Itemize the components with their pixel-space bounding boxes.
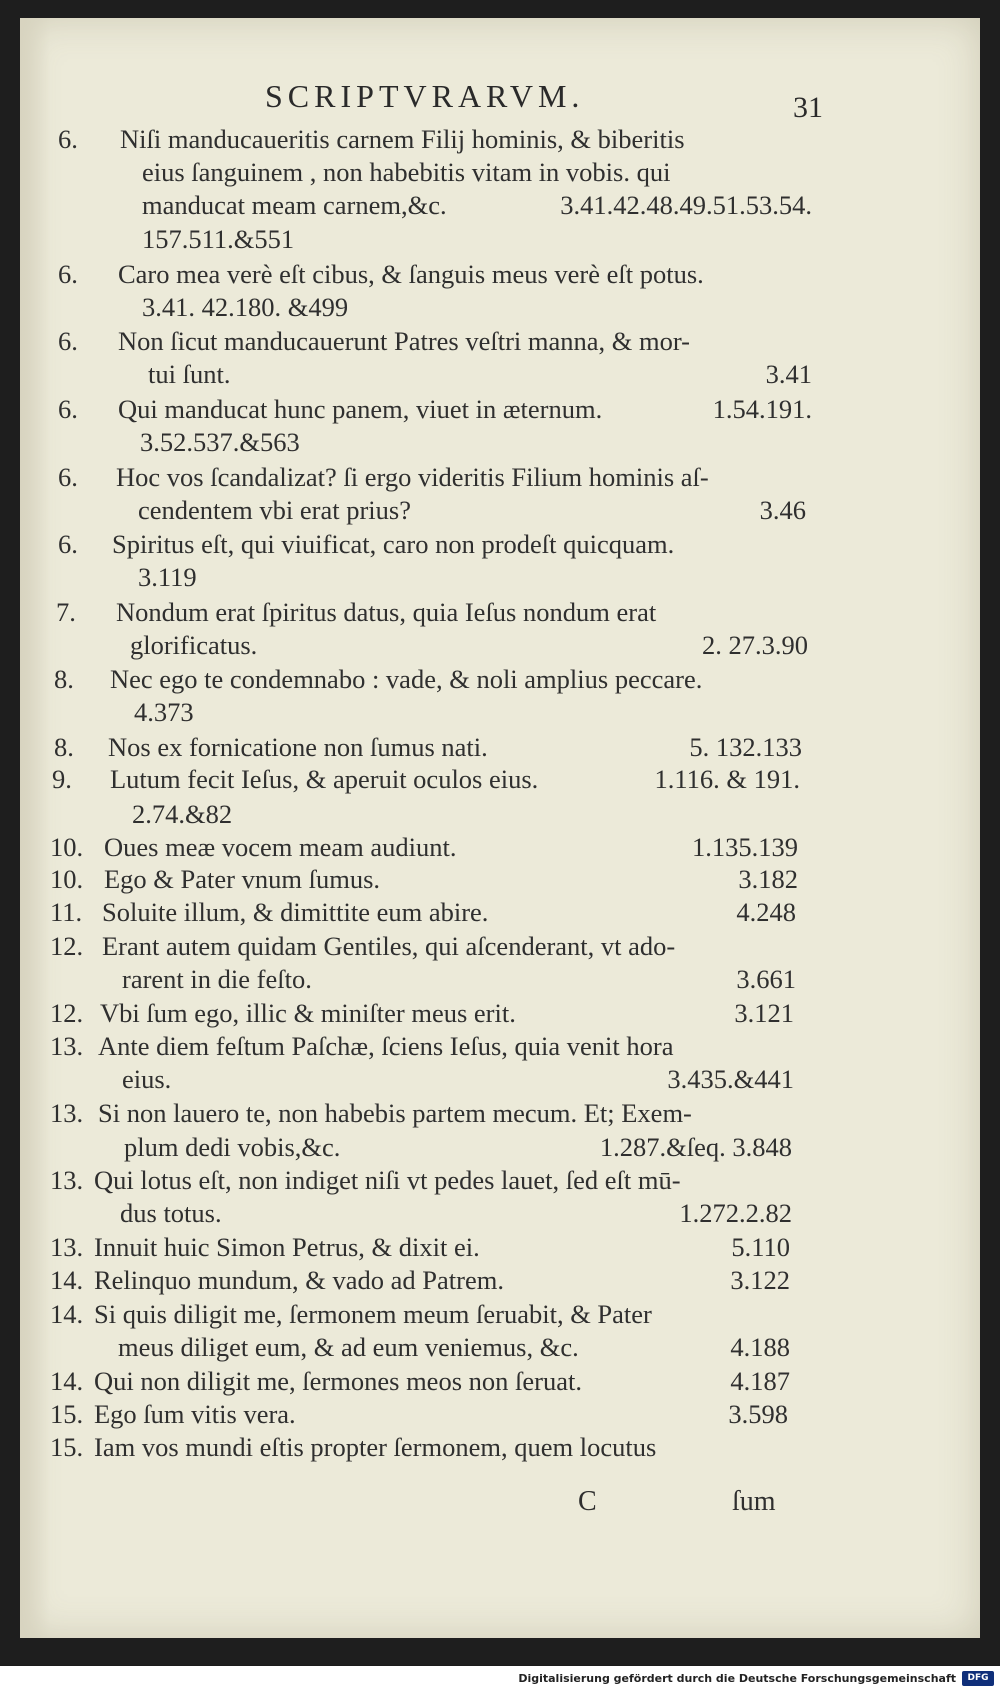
entry-text: Oues meæ vocem meam audiunt. [104,832,457,862]
entry-verse-number: 15. [50,1399,84,1429]
entry-text: Erant autem quidam Gentiles, qui aſcenderant, vt ado- [102,931,676,961]
entry-page-reference: 3.435.&441 [667,1064,794,1094]
entry-verse-number: 11. [50,897,83,927]
entry-verse-number: 14. [50,1299,84,1329]
entry-verse-number: 13. [50,1232,84,1262]
entry-verse-number: 6. [58,326,78,356]
entry-text-continuation: dus totus. [120,1198,222,1228]
entry-verse-number: 14. [50,1366,84,1396]
catchword: ſum [732,1486,776,1517]
entry-page-reference: 1.116. & 191. [654,764,800,794]
entry-page-reference: 3.41.42.48.49.51.53.54. [560,190,812,220]
entry-verse-number: 12. [50,931,84,961]
entry-verse-number: 9. [52,764,72,794]
page-number: 31 [793,91,823,124]
running-head: SCRIPTVRARVM. [265,78,585,114]
entry-page-reference: 3.122 [730,1265,790,1295]
entry-verse-number: 6. [58,124,78,154]
entry-text: Qui non diligit me, ſermones meos non ſeruat. [94,1366,582,1396]
entry-verse-number: 6. [58,394,78,424]
entry-page-reference: 4.188 [730,1332,790,1362]
entry-text: Vbi ſum ego, illic & miniſter meus erit. [100,998,516,1028]
entry-text: Nondum erat ſpiritus datus, quia Ieſus nondum erat [116,597,657,627]
entry-text-continuation: 3.41. 42.180. &499 [142,292,349,322]
entry-text: Hoc vos ſcandalizat? ſi ergo videritis Filium hominis aſ- [116,462,709,492]
entry-verse-number: 12. [50,998,84,1028]
entry-text: Caro mea verè eſt cibus, & ſanguis meus verè eſt potus. [118,259,704,289]
entry-verse-number: 6. [58,462,78,492]
entry-page-reference: 5. 132.133 [689,732,802,762]
entry-text: Soluite illum, & dimittite eum abire. [102,897,489,927]
entry-page-reference: 3.46 [759,495,806,525]
entry-text: Ego ſum vitis vera. [94,1399,296,1429]
entry-page-reference: 1.54.191. [712,394,812,424]
entry-page-reference: 1.287.&ſeq. 3.848 [599,1132,792,1162]
entry-page-reference: 2. 27.3.90 [702,630,808,660]
entry-text: Nos ex fornicatione non ſumus nati. [108,732,488,762]
entry-verse-number: 8. [54,664,74,694]
entry-verse-number: 6. [58,259,78,289]
entry-page-reference: 4.248 [736,897,796,927]
entry-text: Si quis diligit me, ſermonem meum ſeruabit, & Pater [94,1299,652,1329]
signature-mark: C [578,1486,597,1517]
entry-verse-number: 13. [50,1098,84,1128]
entry-text: Lutum fecit Ieſus, & aperuit oculos eius. [110,764,539,794]
entry-verse-number: 10. [50,864,84,894]
entry-page-reference: 5.110 [731,1232,790,1262]
entry-page-reference: 3.121 [734,998,794,1028]
entry-text-continuation: 4.373 [134,697,194,727]
entry-text-continuation: 157.511.&551 [142,224,295,254]
entry-text: Si non lauero te, non habebis partem mecum. Et; Exem- [98,1098,692,1128]
entry-text-continuation: 3.119 [138,562,197,592]
entry-page-reference: 3.598 [728,1399,788,1429]
entry-page-reference: 3.661 [736,964,796,994]
entry-text: Qui manducat hunc panem, viuet in æternum. [118,394,603,424]
entry-text-continuation: 2.74.&82 [132,799,233,829]
entry-text-continuation: glorificatus. [130,630,258,660]
entry-text-continuation: plum dedi vobis,&c. [124,1132,341,1162]
entry-page-reference: 4.187 [730,1366,790,1396]
entry-text-continuation: cendentem vbi erat prius? [138,495,411,525]
footer-credit: Digitalisierung gefördert durch die Deutsche Forschungsgemeinschaft [518,1672,956,1685]
entry-text-continuation: tui ſunt. [148,359,231,389]
entry-text: Ego & Pater vnum ſumus. [104,864,381,894]
entry-text: Relinquo mundum, & vado ad Patrem. [94,1265,504,1295]
entry-text: Qui lotus eſt, non indiget niſi vt pedes lauet, ſed eſt mū- [94,1165,681,1195]
entry-text: Spiritus eſt, qui viuificat, caro non prodeſt quicquam. [112,529,675,559]
entry-text: Iam vos mundi eſtis propter ſermonem, quem locutus [94,1432,657,1462]
entry-verse-number: 15. [50,1432,84,1462]
entry-text: Ante diem feſtum Paſchæ, ſciens Ieſus, quia venit hora [98,1031,674,1061]
entry-verse-number: 13. [50,1165,84,1195]
entry-text: Non ſicut manducauerunt Patres veſtri manna, & mor- [118,326,691,356]
entry-page-reference: 3.182 [738,864,798,894]
entry-verse-number: 6. [58,529,78,559]
entry-text: Nec ego te condemnabo : vade, & noli amplius peccare. [110,664,703,694]
entry-text-continuation: eius ſanguinem , non habebitis vitam in vobis. qui [142,157,671,187]
entry-text: Innuit huic Simon Petrus, & dixit ei. [94,1232,480,1262]
entry-page-reference: 1.135.139 [692,832,798,862]
entry-page-reference: 1.272.2.82 [679,1198,792,1228]
entry-verse-number: 10. [50,832,84,862]
entry-page-reference: 3.41 [765,359,812,389]
dfg-logo: DFG [962,1671,994,1686]
entry-verse-number: 14. [50,1265,84,1295]
entry-verse-number: 13. [50,1031,84,1061]
entry-verse-number: 8. [54,732,74,762]
entry-text-continuation: rarent in die feſto. [122,964,312,994]
entry-text: Niſi manducaueritis carnem Filij hominis, & biberitis [120,124,685,154]
entry-text-continuation: manducat meam carnem,&c. [142,190,447,220]
entry-text-continuation: 3.52.537.&563 [140,427,300,457]
entry-text-continuation: meus diliget eum, & ad eum veniemus, &c. [118,1332,579,1362]
entry-text-continuation: eius. [122,1064,172,1094]
entry-verse-number: 7. [56,597,76,627]
